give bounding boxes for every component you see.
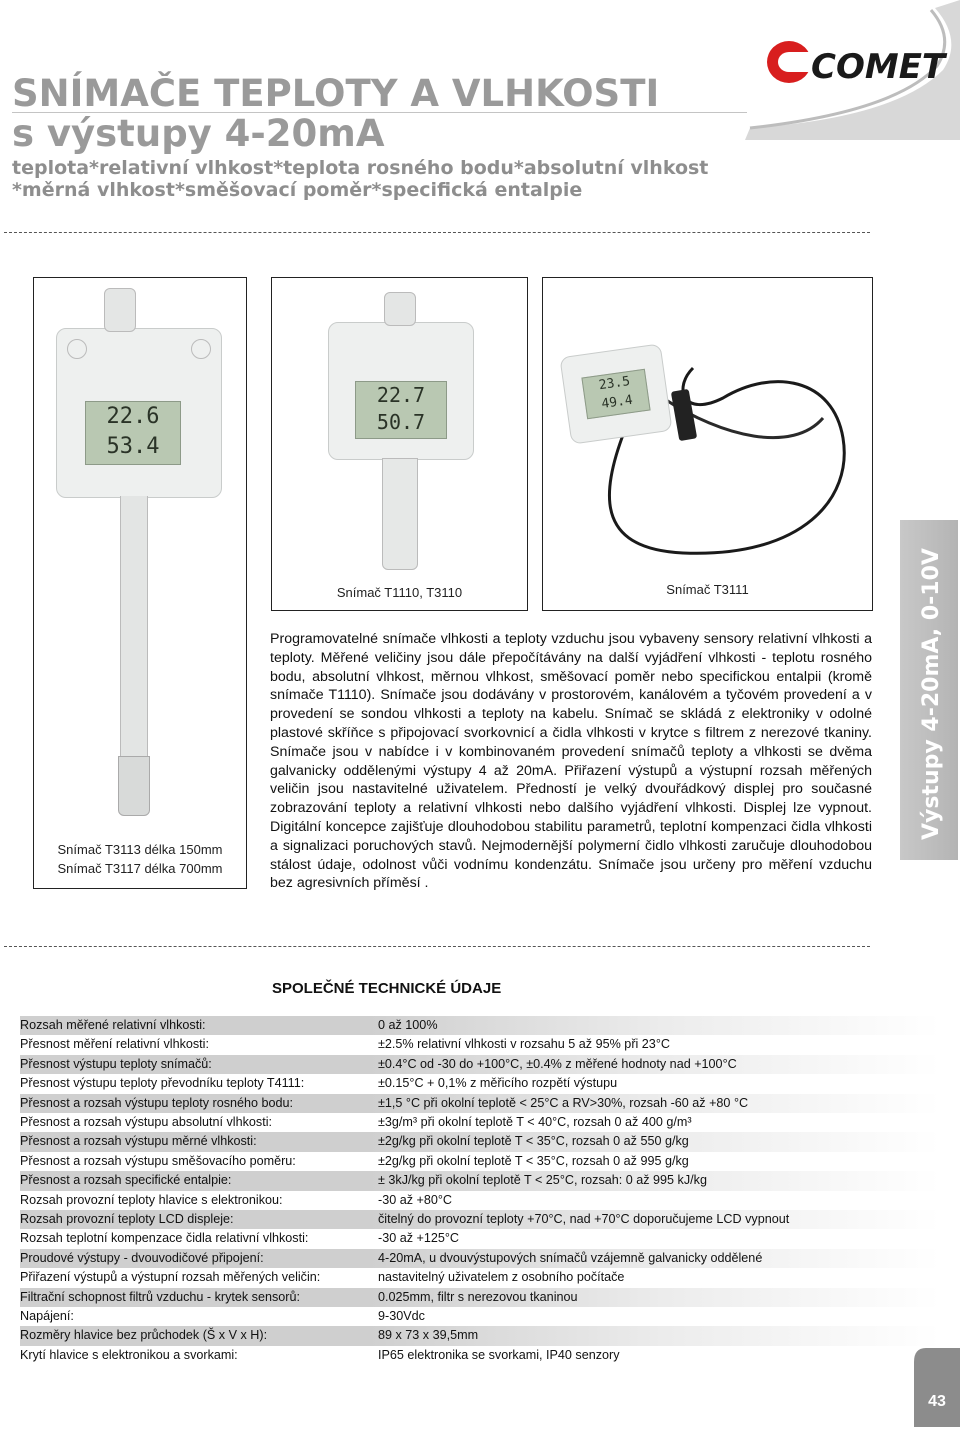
spec-value: 89 x 73 x 39,5mm	[378, 1328, 479, 1343]
spec-label: Rozsah provozní teploty LCD displeje:	[20, 1212, 234, 1226]
spec-label: Přesnost a rozsah výstupu směšovacího poměru:	[20, 1153, 296, 1168]
page-subtitle-line1: teplota*relativní vlhkost*teplota rosného bodu*absolutní vlhkost	[12, 157, 709, 179]
side-band	[890, 520, 958, 860]
spec-label: Rozměry hlavice bez průchodek (Š x V x H):	[20, 1328, 268, 1343]
spec-value: -30 až +125°C	[378, 1231, 459, 1246]
lcd-value-humidity: 53.4	[106, 434, 160, 459]
spec-value: 0.025mm, filtr s nerezovou tkaninou	[378, 1289, 578, 1304]
spec-value: ±0.15°C + 0,1% z měřicího rozpětí výstupu	[378, 1076, 618, 1091]
caption-t3111: Snímač T3111	[666, 582, 749, 597]
spec-label: Přesnost a rozsah výstupu absolutní vlhkosti:	[20, 1115, 273, 1129]
page-tab	[906, 1348, 960, 1427]
spec-row	[20, 1249, 940, 1268]
spec-value: ±0.4°C od -30 do +100°C, ±0.4% z měřené hodnoty nad +100°C	[378, 1056, 737, 1071]
spec-label: Přesnost měření relativní vlhkosti:	[20, 1037, 209, 1052]
spec-row	[20, 1210, 940, 1229]
probe-tube	[382, 458, 418, 570]
spec-row	[20, 1268, 940, 1287]
spec-label: Rozsah měřené relativní vlhkosti:	[20, 1018, 206, 1032]
specs-table	[0, 1016, 960, 1366]
lcd-value-humidity: 49.4	[600, 392, 634, 413]
title-underline	[12, 112, 747, 113]
spec-row	[20, 1346, 940, 1365]
spec-label: Přesnost a rozsah výstupu teploty rosného bodu:	[20, 1095, 294, 1110]
page-subtitle-line2: *měrná vlhkost*směšovací poměr*specifická entalpie	[12, 179, 583, 201]
product-description: Programovatelné snímače vlhkosti a teploty vzduchu jsou vybaveny sensory relativní vlhkosti a teploty. Měřené veličiny jsou dále přepočítávány na další vyjádření vlhkosti - teplotu rosného bodu, absolutní vlhkost, měrnou vlhkost, směšovací poměr nebo specifickou entalpii (kromě snímače T1110). Snímače jsou dodávány v prostorovém, kanálovém a tyčovém provedení a v provedení se sondou vlhkosti a teploty na kabelu. Snímač se skládá z elektroniky v odolné plastové skříňce s připojovací svorkovnicí a čidla vlhkosti v krytce s filtrem z nerezové tkaniny. Snímače jsou v nabídce i v kombinovaném provedení snímačů teploty a vlhkosti se dvěma galvanicky oddělenými výstupy 4 až 20mA. Přiřazení výstupů a výstupní rozsah měřených veličin jsou nastavitelné uživatelem. Předností je velký dvouřádkový displej pro současné zobrazování teploty a relativní vlhkosti nebo dalšího vyjádření vlhkosti. Displej lze vypnout. Digitální koncepce zajišťuje dlouhodobou stabilitu parametrů, teplotní kompenzaci čidla vlhkosti a signalizaci poruchových stavů. Nejmodernější polymerní čidlo vlhkosti zaručuje dlouhodobou stálost údaje, odolnost vůči vodnímu kondenzátu. Snímače jsou určeny pro měření vzduchu bez agresivních příměsí .	[270, 631, 872, 892]
spec-row	[20, 1191, 940, 1210]
spec-row	[20, 1016, 940, 1035]
spec-row	[20, 1035, 940, 1054]
spec-label: Filtrační schopnost filtrů vzduchu - krytek sensorů:	[20, 1289, 300, 1304]
photo-frame-t3111	[542, 277, 873, 611]
comet-logo	[745, 0, 960, 140]
spec-label: Proudové výstupy - dvouvodičové připojení:	[20, 1250, 264, 1265]
sensor-housing	[56, 328, 222, 498]
spec-row	[20, 1074, 940, 1093]
cable-gland	[104, 288, 136, 332]
divider-middle	[4, 946, 870, 947]
spec-row	[20, 1132, 940, 1151]
lcd-value-temperature: 22.7	[376, 383, 426, 407]
specs-heading: SPOLEČNÉ TECHNICKÉ ÚDAJE	[272, 980, 502, 997]
sensor-housing	[328, 322, 474, 460]
photo-frame-t3113	[33, 277, 247, 889]
lcd-value-temperature: 22.6	[106, 404, 160, 429]
spec-label: Napájení:	[20, 1309, 74, 1323]
spec-value: nastavitelný uživatelem z osobního počítače	[378, 1270, 625, 1285]
cable-gland	[384, 292, 416, 326]
spec-row	[20, 1229, 940, 1248]
spec-label: Krytí hlavice s elektronikou a svorkami:	[20, 1347, 238, 1362]
spec-value: IP65 elektronika se svorkami, IP40 senzory	[378, 1347, 620, 1362]
spec-value: ±2g/kg při okolní teplotě T < 35°C, rozsah 0 až 995 g/kg	[378, 1153, 689, 1168]
spec-row	[20, 1113, 940, 1132]
page-title-line2: s výstupy 4-20mA	[12, 112, 385, 155]
caption-t3117: Snímač T3117 délka 700mm	[57, 861, 223, 876]
caption-t1110: Snímač T1110, T3110	[336, 585, 463, 600]
logo-wordmark: COMET	[811, 47, 946, 87]
lcd-value-humidity: 50.7	[376, 410, 426, 434]
spec-row	[20, 1055, 940, 1074]
photo-frame-t1110	[271, 277, 528, 611]
spec-row	[20, 1326, 940, 1345]
side-label: Výstupy 4-20mA, 0-10V	[919, 548, 944, 840]
spec-value: 9-30Vdc	[378, 1309, 425, 1323]
spec-label: Přesnost a rozsah specifické entalpie:	[20, 1173, 232, 1188]
spec-row	[20, 1307, 940, 1326]
sensor-housing	[559, 343, 672, 444]
spec-label: Přesnost výstupu teploty snímačů:	[20, 1056, 212, 1071]
spec-label: Přiřazení výstupů a výstupní rozsah měřených veličin:	[20, 1270, 321, 1285]
filter-cap	[118, 756, 150, 816]
divider-top	[4, 232, 870, 233]
spec-row	[20, 1152, 940, 1171]
spec-value: čitelný do provozní teploty +70°C, nad +70°C doporučujeme LCD vypnout	[378, 1212, 790, 1226]
spec-value: ±1,5 °C při okolní teplotě < 25°C a RV>30%, rozsah -60 až +80 °C	[378, 1095, 749, 1110]
spec-value: ± 3kJ/kg při okolní teplotě T < 25°C, rozsah: 0 až 995 kJ/kg	[378, 1173, 707, 1188]
spec-value: -30 až +80°C	[378, 1192, 452, 1207]
spec-value: 4-20mA, u dvouvýstupových snímačů vzájemně galvanicky oddělené	[378, 1250, 763, 1265]
spec-row	[20, 1094, 940, 1113]
spec-label: Rozsah teplotní kompenzace čidla relativní vlhkosti:	[20, 1231, 309, 1246]
page-title-line1: SNÍMAČE TEPLOTY A VLHKOSTI	[12, 72, 660, 115]
spec-value: 0 až 100%	[378, 1018, 438, 1032]
probe-tube	[120, 496, 148, 796]
spec-row	[20, 1171, 940, 1190]
spec-value: ±2g/kg při okolní teplotě T < 35°C, rozsah 0 až 550 g/kg	[378, 1134, 689, 1149]
page-number: 43	[928, 1393, 946, 1410]
spec-row	[20, 1288, 940, 1307]
spec-label: Rozsah provozní teploty hlavice s elektronikou:	[20, 1192, 283, 1207]
spec-label: Přesnost výstupu teploty převodníku teploty T4111:	[20, 1076, 305, 1091]
spec-value: ±2.5% relativní vlhkosti v rozsahu 5 až 95% při 23°C	[378, 1037, 670, 1052]
caption-t3113: Snímač T3113 délka 150mm	[57, 842, 223, 857]
spec-label: Přesnost a rozsah výstupu měrné vlhkosti:	[20, 1134, 257, 1149]
lcd-value-temperature: 23.5	[597, 373, 632, 394]
spec-value: ±3g/m³ při okolní teplotě T < 40°C, rozsah 0 až 400 g/m³	[378, 1115, 692, 1129]
